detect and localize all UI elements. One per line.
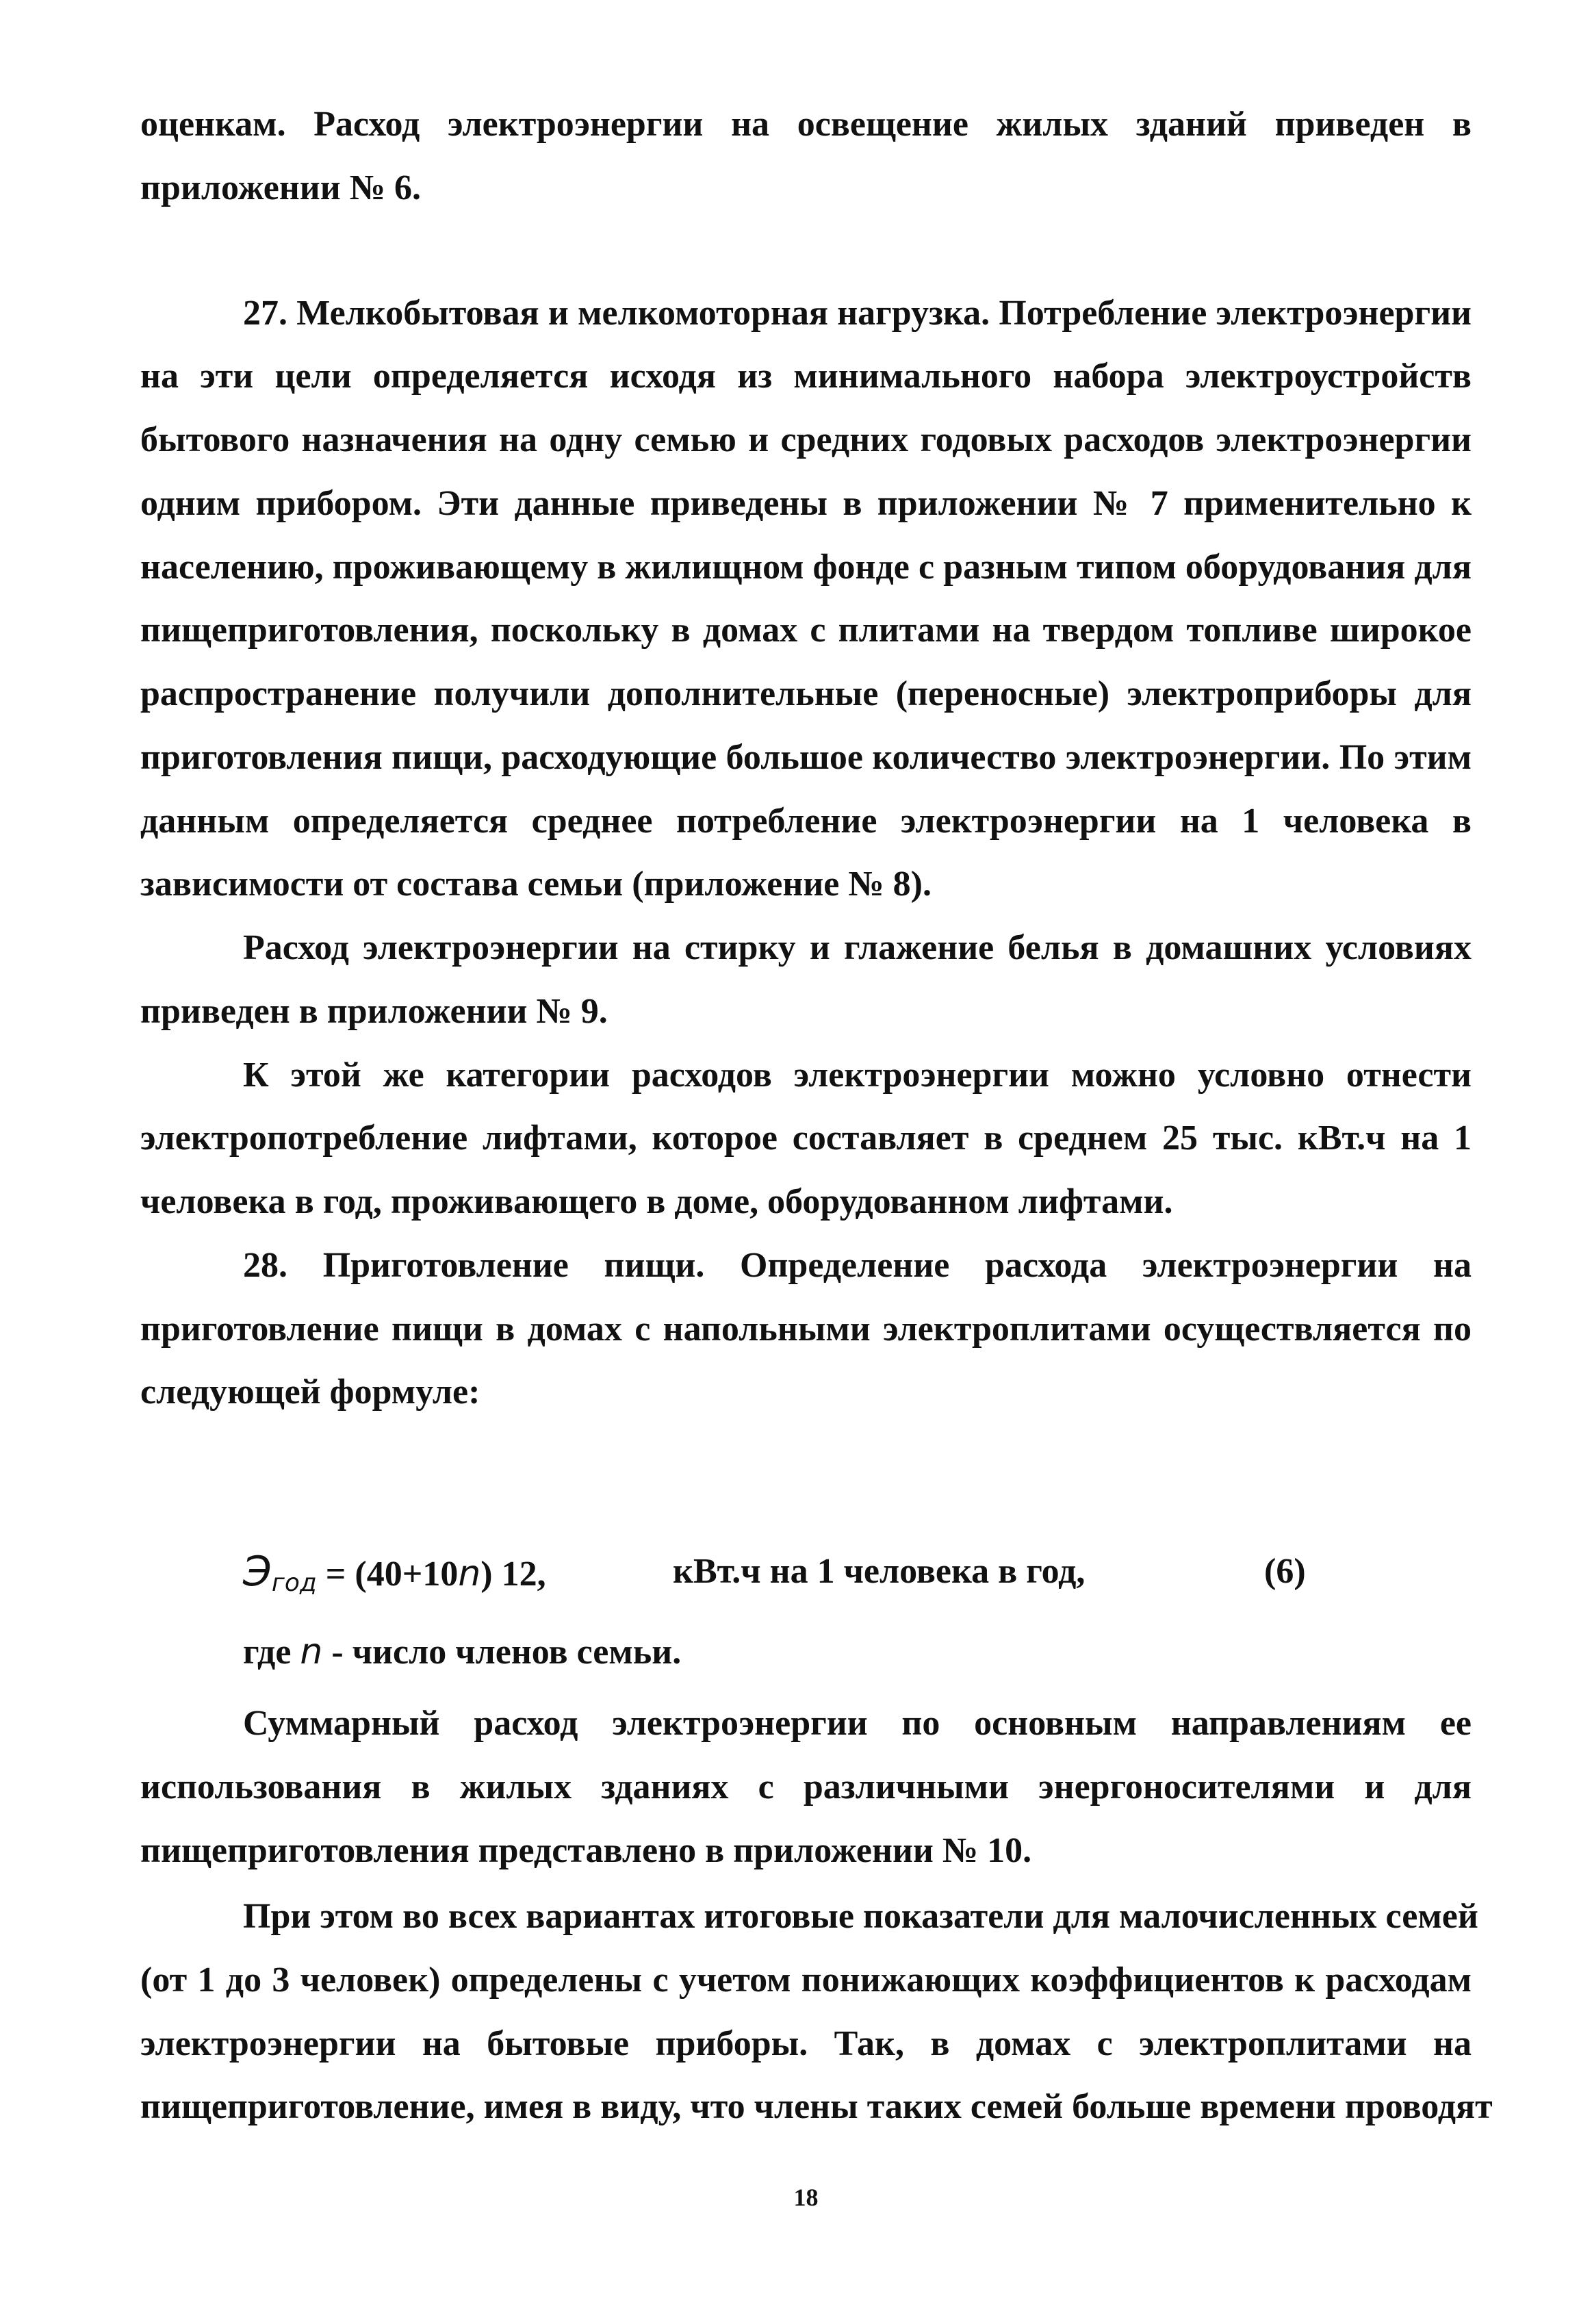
text-line: данным определяется среднее потребление электроэнергии на 1 человека в bbox=[140, 802, 1472, 841]
formula-expression bbox=[243, 1548, 546, 1604]
text-line: оценкам. Расход электроэнергии на освещение жилых зданий приведен в bbox=[140, 105, 1472, 144]
where-prefix: где bbox=[243, 1633, 300, 1672]
text-line: приведен в приложении № 9. bbox=[140, 992, 608, 1031]
formula-variable: n bbox=[458, 1553, 481, 1594]
text-line: (от 1 до 3 человек) определены с учетом понижающих коэффициентов к расходам bbox=[140, 1961, 1472, 2000]
text-line: пищеприготовление, имея в виду, что члены таких семей больше времени проводят bbox=[140, 2087, 1493, 2126]
text-line: приложении № 6. bbox=[140, 168, 421, 207]
text-line: электропотребление лифтами, которое составляет в среднем 25 тыс. кВт.ч на 1 bbox=[140, 1119, 1472, 1158]
where-variable: n bbox=[300, 1631, 323, 1672]
formula-subscript: год bbox=[271, 1569, 317, 1597]
text-line: пищеприготовления, поскольку в домах с плитами на твердом топливе широкое bbox=[140, 611, 1472, 650]
text-line: пищеприготовления представлено в приложении № 10. bbox=[140, 1831, 1032, 1870]
where-line bbox=[243, 1631, 1472, 1673]
text-line: использования в жилых зданиях с различными энергоносителями и для bbox=[140, 1767, 1472, 1806]
text-line: человека в год, проживающего в доме, оборудованном лифтами. bbox=[140, 1182, 1173, 1221]
page-number: 18 bbox=[793, 2184, 819, 2211]
text-line: одним прибором. Эти данные приведены в приложении № 7 применительно к bbox=[140, 484, 1472, 523]
formula-part-2: ) 12, bbox=[480, 1555, 546, 1594]
text-line: следующей формуле: bbox=[140, 1372, 480, 1412]
text-line: населению, проживающему в жилищном фонде с разным типом оборудования для bbox=[140, 548, 1472, 587]
formula-number: (6) bbox=[1264, 1552, 1306, 1591]
section-27-heading-line: 27. Мелкобытовая и мелкомоторная нагрузка. Потребление электроэнергии bbox=[243, 294, 1472, 333]
text-line: При этом во всех вариантах итоговые показатели для малочисленных семей bbox=[243, 1897, 1478, 1936]
text-line: электроэнергии на бытовые приборы. Так, в домах с электроплитами на bbox=[140, 2024, 1472, 2063]
section-28-heading-line: 28. Приготовление пищи. Определение расхода электроэнергии на bbox=[243, 1246, 1472, 1285]
document-page bbox=[140, 0, 1493, 2324]
formula-symbol: Э bbox=[243, 1548, 272, 1596]
text-line: приготовления пищи, расходующие большое количество электроэнергии. По этим bbox=[140, 738, 1472, 777]
text-line: на эти цели определяется исходя из минимального набора электроустройств bbox=[140, 357, 1472, 396]
text-line: распространение получили дополнительные (переносные) электроприборы для bbox=[140, 674, 1472, 713]
formula-unit: кВт.ч на 1 человека в год, bbox=[673, 1552, 1086, 1591]
where-suffix: - число членов семьи. bbox=[322, 1633, 682, 1672]
text-line: бытового назначения на одну семью и средних годовых расходов электроэнергии bbox=[140, 420, 1472, 459]
text-line: Расход электроэнергии на стирку и глажение белья в домашних условиях bbox=[243, 928, 1472, 967]
text-line: К этой же категории расходов электроэнергии можно условно отнести bbox=[243, 1056, 1472, 1095]
text-line: зависимости от состава семьи (приложение № 8). bbox=[140, 865, 932, 904]
text-line: приготовление пищи в домах с напольными электроплитами осуществляется по bbox=[140, 1310, 1472, 1349]
formula-part-1: = (40+10 bbox=[316, 1555, 459, 1594]
text-line: Суммарный расход электроэнергии по основным направлениям ее bbox=[243, 1704, 1472, 1743]
